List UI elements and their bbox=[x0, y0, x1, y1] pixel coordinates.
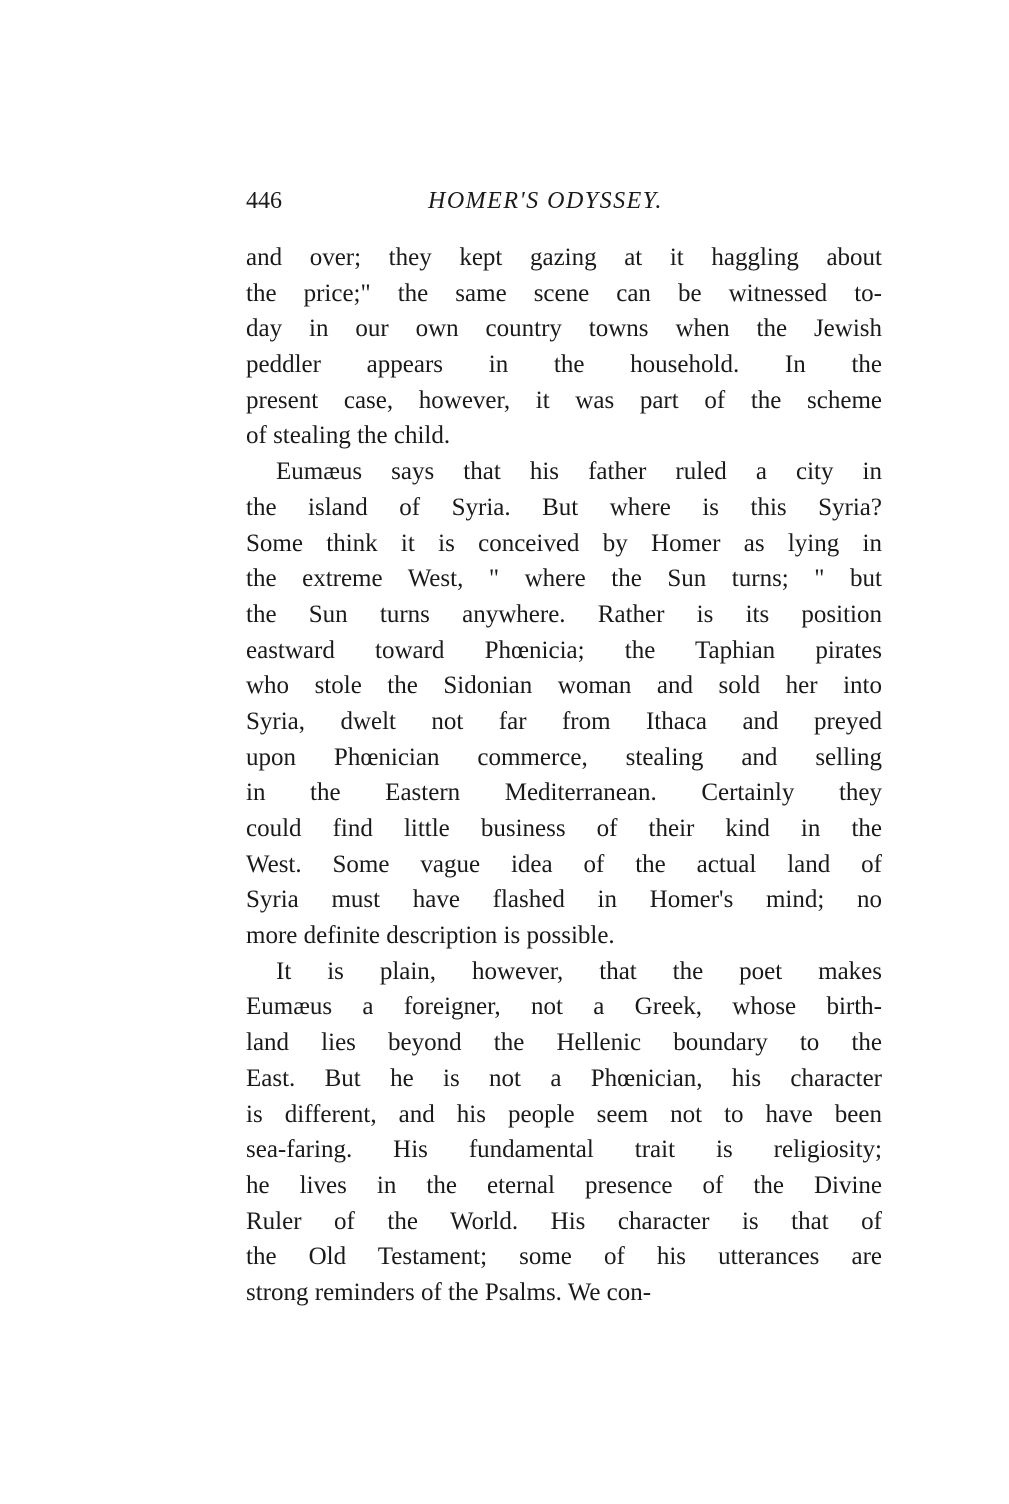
text-line: eastward toward Phœnicia; the Taphian pirates bbox=[246, 636, 882, 664]
text-line: could find little business of their kind in the bbox=[246, 815, 882, 842]
text-line: who stole the Sidonian woman and sold her into bbox=[246, 672, 882, 700]
text-line: the Old Testament; some of his utterances are bbox=[246, 1243, 882, 1271]
text-line: sea-faring. His fundamental trait is religiosity; bbox=[246, 1136, 882, 1164]
text-line: present case, however, it was part of the scheme bbox=[246, 386, 882, 414]
text-line: Some think it is conceived by Homer as lying in bbox=[246, 529, 882, 557]
text-line: of stealing the child. bbox=[246, 422, 451, 450]
running-title: HOMER'S ODYSSEY. bbox=[428, 188, 663, 214]
page-header bbox=[246, 188, 886, 222]
page-number: 446 bbox=[246, 188, 282, 214]
text-line: It is plain, however, that the poet makes bbox=[276, 957, 882, 985]
text-line: strong reminders of the Psalms. We con- bbox=[246, 1278, 652, 1306]
text-line: day in our own country towns when the Jewish bbox=[246, 315, 882, 343]
paragraph bbox=[246, 954, 882, 1311]
text-line: more definite description is possible. bbox=[246, 922, 615, 950]
text-line: East. But he is not a Phœnician, his character bbox=[246, 1064, 882, 1092]
text-line: West. Some vague idea of the actual land of bbox=[246, 850, 882, 878]
text-line: is different, and his people seem not to have been bbox=[246, 1100, 882, 1128]
text-line: Ruler of the World. His character is that of bbox=[246, 1207, 882, 1235]
text-line: peddler appears in the household. In the bbox=[246, 351, 882, 379]
text-line: Syria, dwelt not far from Ithaca and preyed bbox=[246, 707, 882, 735]
text-line: Syria must have flashed in Homer's mind; no bbox=[246, 886, 882, 914]
text-line: the extreme West, " where the Sun turns; " but bbox=[246, 565, 882, 593]
text-line: he lives in the eternal presence of the Divine bbox=[246, 1171, 882, 1199]
text-line: the island of Syria. But where is this Syria? bbox=[246, 493, 882, 521]
paragraph bbox=[246, 454, 882, 954]
text-line: in the Eastern Mediterranean. Certainly they bbox=[246, 779, 882, 807]
text-line: upon Phœnician commerce, stealing and selling bbox=[246, 743, 882, 771]
text-line: land lies beyond the Hellenic boundary to the bbox=[246, 1029, 882, 1057]
text-line: the price;" the same scene can be witnessed to- bbox=[246, 279, 882, 307]
body-text bbox=[246, 240, 882, 1311]
text-line: Eumæus says that his father ruled a city in bbox=[276, 458, 882, 486]
text-line: Eumæus a foreigner, not a Greek, whose birth- bbox=[246, 993, 882, 1021]
text-line: the Sun turns anywhere. Rather is its position bbox=[246, 600, 882, 628]
paragraph bbox=[246, 240, 882, 454]
text-line: and over; they kept gazing at it haggling about bbox=[246, 244, 882, 271]
